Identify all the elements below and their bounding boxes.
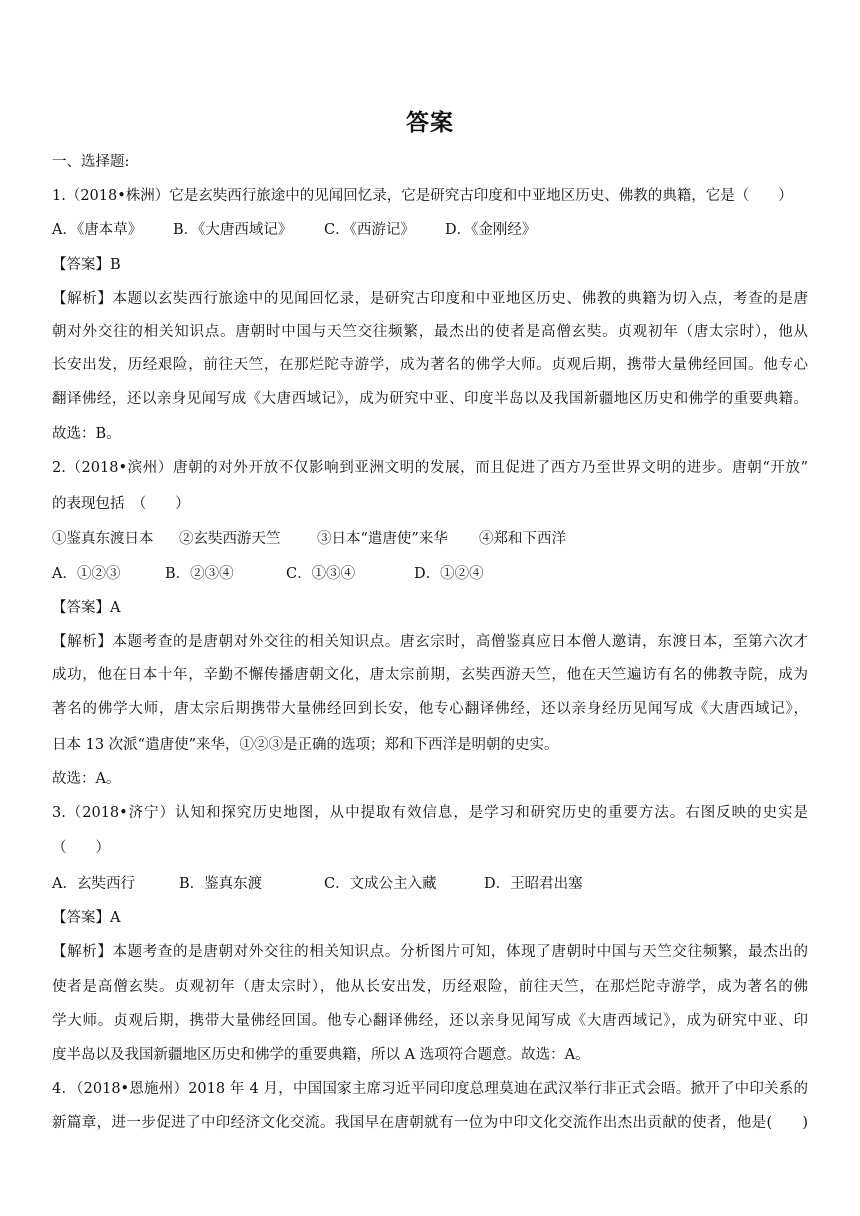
question-3-analysis-line: 使者是高僧玄奘。贞观初年（唐太宗时），他从长安出发，历经艰险，前往天竺，在那烂陀寺游学，成为著名的佛 [52,979,808,995]
option-b: B．《大唐西域记》 [173,222,293,238]
item-4: ④郑和下西洋 [479,531,566,547]
question-2-stem-line: 2.（2018•滨州）唐朝的对外开放不仅影响到亚洲文明的发展，而且促进了西方乃至世界文明的进步。唐朝“开放” [52,460,808,476]
question-2-analysis-line: 故选：A。 [52,771,121,787]
item-2: ②玄奘西游天竺 [179,531,281,547]
option-b: B．②③④ [165,566,234,582]
option-c: C．文成公主入藏 [324,876,437,892]
question-4-stem-line: 4．（2018•恩施州）2018 年 4 月，中国国家主席习近平同印度总理莫迪在武汉举行非正式会晤。掀开了中印关系的 [52,1081,808,1097]
question-3-analysis-line: 度半岛以及我国新疆地区历史和佛学的重要典籍，所以 A 选项符合题意。故选：A。 [52,1047,590,1063]
option-a: A．《唐本草》 [52,222,143,238]
item-3: ③日本“遣唐使”来华 [317,531,448,547]
question-1-analysis-line: 长安出发，历经艰险，前往天竺，在那烂陀寺游学，成为著名的佛学大师。贞观后期，携带大量佛经回国。他专心 [52,357,808,373]
option-c: C．①③④ [286,566,356,582]
option-b: B．鉴真东渡 [179,876,263,892]
option-c: C．《西游记》 [324,222,415,238]
question-3-analysis-line: 学大师。贞观后期，携带大量佛经回国。他专心翻译佛经，还以亲身见闻写成《大唐西域记》，成为研究中亚、印 [52,1013,808,1029]
question-1-analysis-line: 翻译佛经，还以亲身见闻写成《大唐西域记》，成为研究中亚、印度半岛以及我国新疆地区历史和佛学的重要典籍。 [52,391,808,407]
option-a: A．玄奘西行 [52,876,135,892]
question-2-answer: 【答案】A [52,600,121,616]
question-1-answer: 【答案】B [52,257,121,273]
question-3-stem-line: （ ） [52,840,110,856]
question-2-stem-line: 的表现包括 （ ） [52,496,190,512]
question-2-options [52,564,484,584]
option-d: D．①②④ [414,566,484,582]
option-a: A．①②③ [52,566,121,582]
question-3-answer: 【答案】A [52,910,121,926]
question-2-analysis-line: 【解析】本题考查的是唐朝对外交往的相关知识点。唐玄宗时，高僧鉴真应日本僧人邀请，东渡日本，至第六次才 [52,634,808,650]
option-d: D．《金刚经》 [445,222,537,238]
question-1-analysis-line: 故选：B。 [52,426,121,442]
question-2-items [52,529,566,549]
question-1-options [52,220,536,240]
question-1-stem: 1.（2018•株洲）它是玄奘西行旅途中的见闻回忆录，它是研究古印度和中亚地区历史、佛教的典籍，它是（ ） [52,188,793,204]
question-2-analysis-line: 日本 13 次派“遣唐使”来华，①②③是正确的选项；郑和下西洋是明朝的史实。 [52,737,559,753]
option-d: D．王昭君出塞 [484,876,583,892]
question-3-stem-line: 3.（2018•济宁）认知和探究历史地图，从中提取有效信息，是学习和研究历史的重要方法。右图反映的史实是 [52,805,808,821]
question-2-analysis-line: 著名的佛学大师，唐太宗后期携带大量佛经回到长安，他专心翻译佛经，还以亲身经历见闻写成《大唐西域记》， [52,701,808,717]
question-4-stem-line: 新篇章，进一步促进了中印经济文化交流。我国早在唐朝就有一位为中印文化交流作出杰出贡献的使者，他是( ) [52,1115,808,1131]
question-1-analysis-line: 【解析】本题以玄奘西行旅途中的见闻回忆录，是研究古印度和中亚地区历史、佛教的典籍为切入点，考查的是唐 [52,291,808,307]
page-title: 答案 [406,110,454,136]
question-1-analysis-line: 朝对外交往的相关知识点。唐朝时中国与天竺交往频繁，最杰出的使者是高僧玄奘。贞观初年（唐太宗时），他从 [52,324,808,340]
question-3-options [52,874,583,894]
section-heading: 一、选择题: [52,154,130,170]
item-1: ①鉴真东渡日本 [52,531,154,547]
question-3-analysis-line: 【解析】本题考查的是唐朝对外交往的相关知识点。分析图片可知，体现了唐朝时中国与天竺交往频繁，最杰出的 [52,944,808,960]
question-2-analysis-line: 成功，他在日本十年，辛勤不懈传播唐朝文化，唐太宗前期，玄奘西游天竺，他在天竺遍访有名的佛教寺院，成为 [52,667,808,683]
